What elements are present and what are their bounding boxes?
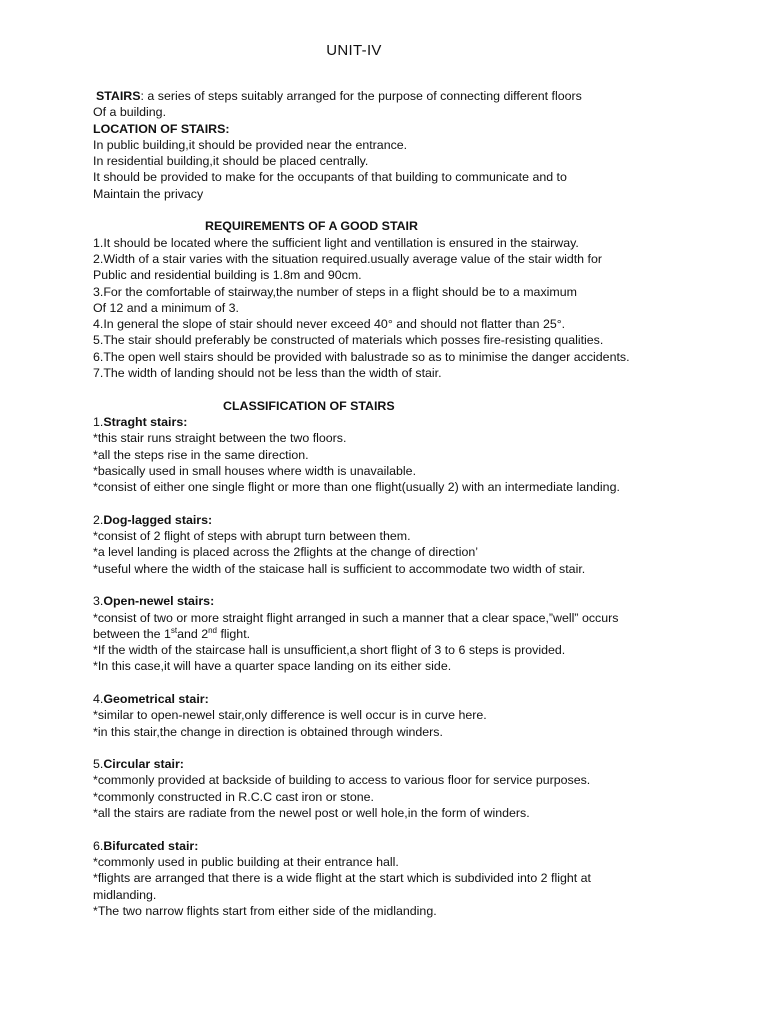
stair-type-number: 6. [93, 838, 104, 853]
requirement-line: Public and residential building is 1.8m and 90cm. [93, 268, 362, 283]
stair-type-number: 2. [93, 512, 104, 527]
requirement-line: 4.In general the slope of stair should never exceed 40° and should not flatter than 25°. [93, 317, 566, 332]
stair-type-line: *similar to open-newel stair,only difference is well occur is in curve here. [93, 708, 487, 723]
intro-definition [93, 88, 733, 104]
requirement-line: 5.The stair should preferably be constructed of materials which posses fire-resisting qualities. [93, 333, 604, 348]
classification-heading: CLASSIFICATION OF STAIRS [223, 398, 395, 413]
stair-type-line: *all the stairs are radiate from the newel post or well hole,in the form of winders. [93, 806, 530, 821]
stair-type-heading [93, 414, 733, 430]
stair-type-line: *commonly constructed in R.C.C cast iron or stone. [93, 789, 374, 804]
stair-type-line: midlanding. [93, 887, 157, 902]
stair-type-line: *a level landing is placed across the 2flights at the change of direction’ [93, 545, 479, 560]
intro-definition-text: : a series of steps suitably arranged for the purpose of connecting different floors [140, 89, 582, 103]
text-fragment: and 2 [177, 626, 209, 641]
requirement-line: 3.For the comfortable of stairway,the number of steps in a flight should be to a maximum [93, 284, 577, 299]
stair-type-heading [93, 512, 733, 528]
location-line: In residential building,it should be placed centrally. [93, 154, 369, 169]
stair-type-line: *The two narrow flights start from either side of the midlanding. [93, 903, 437, 918]
ordinal-superscript: nd [208, 625, 218, 635]
stair-type-name: Bifurcated stair: [103, 838, 199, 853]
requirements-heading: REQUIREMENTS OF A GOOD STAIR [205, 219, 418, 234]
stair-type-heading [93, 838, 733, 854]
requirement-line: 6.The open well stairs should be provided with balustrade so as to minimise the danger accidents. [93, 349, 630, 364]
stair-type-name: Open-newel stairs: [103, 594, 215, 609]
stair-type-line: *basically used in small houses where width is unavailable. [93, 463, 417, 478]
location-line: It should be provided to make for the occupants of that building to communicate and to [93, 170, 567, 185]
stair-type-number: 3. [93, 594, 104, 609]
stair-type-heading [93, 756, 733, 772]
stair-type-line: *commonly used in public building at their entrance hall. [93, 854, 399, 869]
stair-type-name: Straght stairs: [103, 414, 188, 429]
stair-type-number: 5. [93, 757, 104, 772]
stair-type-line: *consist of two or more straight flight arranged in such a manner that a clear space,”well” occurs [93, 610, 619, 625]
stair-type-line: *in this stair,the change in direction is obtained through winders. [93, 724, 443, 739]
intro-term: STAIRS [96, 89, 141, 103]
stair-type-line: *useful where the width of the staicase hall is sufficient to accommodate two width of stair. [93, 561, 586, 576]
stair-type-heading [93, 691, 733, 707]
requirement-line: 2.Width of a stair varies with the situation required.usually average value of the stair width for [93, 251, 602, 266]
stair-type-line: *this stair runs straight between the two floors. [93, 431, 347, 446]
stair-type-line: *commonly provided at backside of building to access to various floor for service purposes. [93, 773, 591, 788]
stair-type-number: 1. [93, 414, 104, 429]
location-heading: LOCATION OF STAIRS: [93, 121, 230, 136]
requirement-line: Of 12 and a minimum of 3. [93, 300, 240, 315]
stair-type-line: *consist of 2 flight of steps with abrupt turn between them. [93, 529, 411, 544]
stair-type-line: *If the width of the staircase hall is unsufficient,a short flight of 3 to 6 steps is provided. [93, 643, 566, 658]
stair-type-name: Dog-lagged stairs: [103, 512, 213, 527]
text-fragment: flight. [217, 626, 251, 641]
ordinal-superscript: st [170, 625, 178, 635]
stair-type-line: *In this case,it will have a quarter space landing on its either side. [93, 659, 452, 674]
requirement-line: 7.The width of landing should not be less than the width of stair. [93, 366, 442, 381]
stair-type-line [93, 626, 733, 642]
stair-type-heading [93, 593, 733, 609]
stair-type-line: *all the steps rise in the same direction. [93, 447, 309, 462]
stair-type-name: Geometrical stair: [103, 691, 209, 706]
requirement-line: 1.It should be located where the sufficient light and ventillation is ensured in the stairway. [93, 235, 579, 250]
intro-definition-cont: Of a building. [93, 105, 167, 120]
text-fragment: between the 1 [93, 626, 171, 641]
page-title: UNIT-IV [326, 42, 382, 59]
location-line: In public building,it should be provided near the entrance. [93, 137, 408, 152]
location-line: Maintain the privacy [93, 186, 204, 201]
stair-type-line: *consist of either one single flight or more than one flight(usually 2) with an intermediate landing. [93, 480, 620, 495]
document-body [93, 88, 733, 919]
stair-type-line: *flights are arranged that there is a wide flight at the start which is subdivided into 2 flight at [93, 871, 591, 886]
stair-type-name: Circular stair: [103, 757, 184, 772]
stair-type-number: 4. [93, 691, 104, 706]
